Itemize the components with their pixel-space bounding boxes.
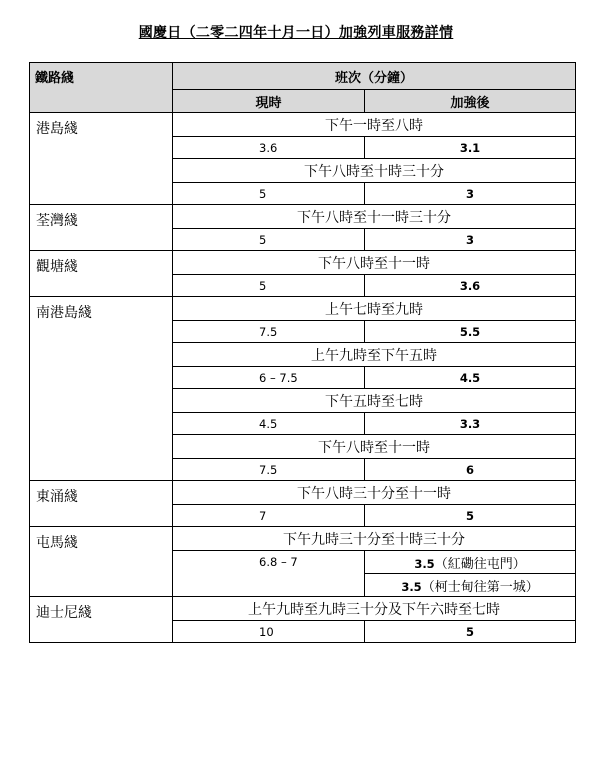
enhanced-frequency <box>365 551 576 574</box>
current-frequency: 7.5 <box>173 459 365 481</box>
enhanced-frequency: 3.3 <box>365 413 576 435</box>
current-frequency: 10 <box>173 621 365 643</box>
enhanced-frequency: 3.6 <box>365 275 576 297</box>
enhanced-value: 3.5 <box>401 579 422 594</box>
line-name: 觀塘綫 <box>30 251 173 297</box>
table-row <box>30 481 576 505</box>
table-header-row <box>30 63 576 90</box>
current-frequency: 5 <box>173 229 365 251</box>
table-row <box>30 113 576 137</box>
enhanced-note: （柯士甸往第一城） <box>421 579 539 595</box>
period-time: 下午九時三十分至十時三十分 <box>173 527 576 551</box>
current-frequency: 6 – 7.5 <box>173 367 365 389</box>
header-frequency: 班次（分鐘） <box>173 63 576 90</box>
table-row <box>30 597 576 621</box>
period-time: 下午八時至十一時 <box>173 435 576 459</box>
enhanced-frequency: 6 <box>365 459 576 481</box>
period-time: 下午八時至十一時 <box>173 251 576 275</box>
period-time: 下午五時至七時 <box>173 389 576 413</box>
period-time: 下午八時三十分至十一時 <box>173 481 576 505</box>
enhanced-frequency: 5.5 <box>365 321 576 343</box>
period-time: 上午九時至下午五時 <box>173 343 576 367</box>
line-name: 港島綫 <box>30 113 173 205</box>
period-time: 上午七時至九時 <box>173 297 576 321</box>
current-frequency: 5 <box>173 183 365 205</box>
current-frequency: 7 <box>173 505 365 527</box>
period-time: 下午一時至八時 <box>173 113 576 137</box>
current-frequency: 4.5 <box>173 413 365 435</box>
header-current: 現時 <box>173 90 365 113</box>
line-name: 迪士尼綫 <box>30 597 173 643</box>
document-title: 國慶日（二零二四年十月一日）加強列車服務詳情 <box>138 25 454 41</box>
service-table <box>29 62 576 643</box>
header-enhanced: 加強後 <box>365 90 576 113</box>
period-time: 下午八時至十一時三十分 <box>173 205 576 229</box>
enhanced-frequency: 3.1 <box>365 137 576 159</box>
header-line: 鐵路綫 <box>30 63 173 113</box>
enhanced-value: 3.5 <box>414 556 435 571</box>
enhanced-frequency: 4.5 <box>365 367 576 389</box>
current-frequency: 5 <box>173 275 365 297</box>
table-row <box>30 251 576 275</box>
table-row <box>30 205 576 229</box>
enhanced-frequency: 3 <box>365 183 576 205</box>
period-time: 下午八時至十時三十分 <box>173 159 576 183</box>
line-name: 南港島綫 <box>30 297 173 481</box>
enhanced-frequency: 5 <box>365 505 576 527</box>
current-frequency: 3.6 <box>173 137 365 159</box>
enhanced-frequency: 3 <box>365 229 576 251</box>
period-time: 上午九時至九時三十分及下午六時至七時 <box>173 597 576 621</box>
enhanced-frequency <box>365 574 576 597</box>
enhanced-frequency: 5 <box>365 621 576 643</box>
table-row <box>30 297 576 321</box>
line-name: 荃灣綫 <box>30 205 173 251</box>
line-name: 東涌綫 <box>30 481 173 527</box>
current-frequency: 7.5 <box>173 321 365 343</box>
table-row <box>30 527 576 551</box>
line-name: 屯馬綫 <box>30 527 173 597</box>
current-frequency: 6.8 – 7 <box>173 551 365 597</box>
enhanced-note: （紅磡往屯門） <box>434 556 526 572</box>
